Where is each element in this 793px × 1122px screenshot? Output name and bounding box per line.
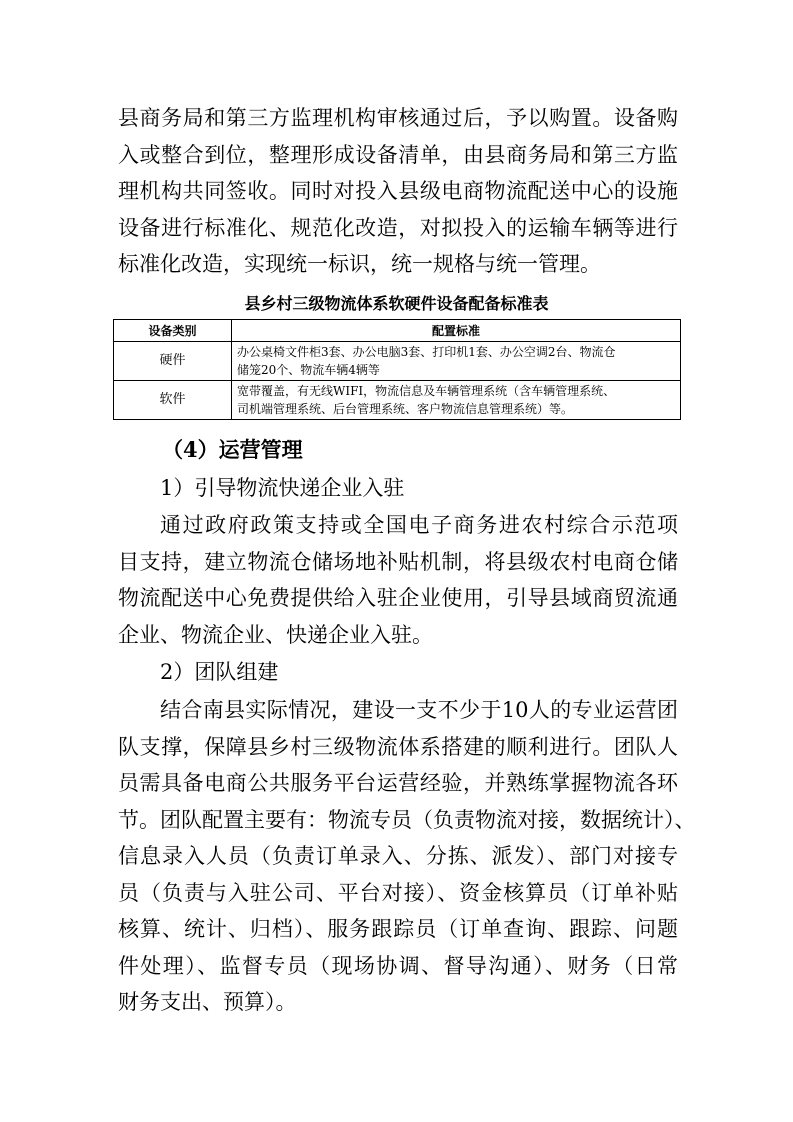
standard-line: 办公桌椅文件柜3套、办公电脑3套、打印机1套、办公空调2台、物流仓 xyxy=(237,345,616,359)
intro-paragraph xyxy=(118,100,678,283)
column-header-category: 设备类别 xyxy=(114,320,232,342)
subsection-heading: 1）引导物流快递企业入驻 xyxy=(160,476,405,500)
table-header-row xyxy=(114,320,681,342)
standard-line: 宽带覆盖，有无线WIFI，物流信息及车辆管理系统（含车辆管理系统、 xyxy=(237,384,616,398)
text-line: 件处理）、监督专员（现场协调、督导沟通）、财务（日常 xyxy=(118,953,678,978)
text-line: 标准化改造，实现统一标识，统一规格与统一管理。 xyxy=(118,252,601,276)
subsection-heading: 2）团队组建 xyxy=(160,660,279,684)
text-line: 理机构共同签收。同时对投入县级电商物流配送中心的设施 xyxy=(118,179,678,203)
text-line: 财务支出、预算）。 xyxy=(118,990,297,1014)
text-line: 员（负责与入驻公司、平台对接）、资金核算员（订单补贴 xyxy=(118,880,678,905)
text-line: 目支持，建立物流仓储场地补贴机制，将县级农村电商仓储 xyxy=(118,549,678,574)
text-line: 县商务局和第三方监理机构审核通过后，予以购置。设备购 xyxy=(118,106,678,130)
text-line: 员需具备电商公共服务平台运营经验，并熟练掌握物流各环 xyxy=(118,771,678,795)
subsection-paragraph xyxy=(118,692,696,1021)
standard-cell xyxy=(232,381,681,420)
standard-line: 储笼20个、物流车辆4辆等 xyxy=(237,363,380,377)
category-cell: 软件 xyxy=(114,381,232,420)
table-row xyxy=(114,381,681,420)
text-line: 信息录入人员（负责订单录入、分拣、派发）、部门对接专 xyxy=(118,844,678,868)
text-line: 节。团队配置主要有：物流专员（负责物流对接，数据统计）、 xyxy=(118,807,696,832)
category-cell: 硬件 xyxy=(114,342,232,381)
text-line: 队支撑，保障县乡村三级物流体系搭建的顺利进行。团队人 xyxy=(118,734,678,759)
subsection-paragraph xyxy=(118,507,678,653)
text-line: 入或整合到位，整理形成设备清单，由县商务局和第三方监 xyxy=(118,142,678,167)
text-line: 结合南县实际情况，建设一支不少于10人的专业运营团 xyxy=(160,698,678,722)
text-line: 核算、统计、归档）、服务跟踪员（订单查询、跟踪、问题 xyxy=(118,917,678,941)
text-line: 物流配送中心免费提供给入驻企业使用，引导县域商贸流通 xyxy=(118,586,678,610)
text-line: 设备进行标准化、规范化改造，对拟投入的运输车辆等进行 xyxy=(118,215,678,240)
table-title: 县乡村三级物流体系软硬件设备配备标准表 xyxy=(244,294,549,313)
table-row xyxy=(114,342,681,381)
column-header-standard: 配置标准 xyxy=(232,320,681,342)
text-line: 通过政府政策支持或全国电子商务进农村综合示范项 xyxy=(160,513,678,537)
standard-line: 司机端管理系统、后台管理系统、客户物流信息管理系统）等。 xyxy=(237,402,574,416)
section-heading: （4）运营管理 xyxy=(162,437,303,462)
standard-cell xyxy=(232,342,681,381)
equipment-standard-table xyxy=(113,319,681,420)
text-line: 企业、物流企业、快递企业入驻。 xyxy=(118,622,433,647)
